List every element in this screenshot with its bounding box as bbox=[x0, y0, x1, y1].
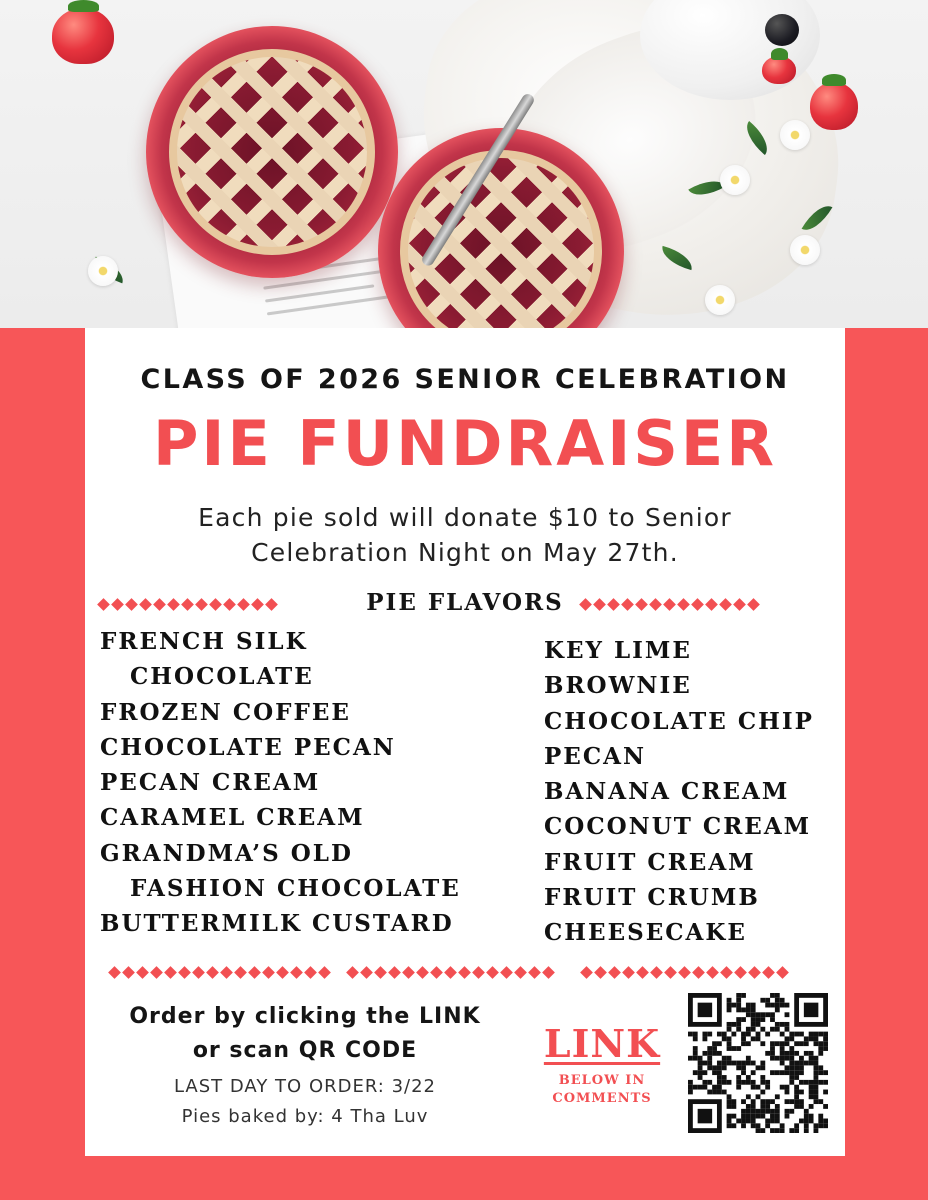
link-note bbox=[540, 1072, 664, 1108]
baker-credit: Pies baked by: 4 Tha Luv bbox=[181, 1106, 429, 1127]
flavor-item: CHOCOLATE PECAN bbox=[100, 733, 396, 761]
intro-line: Celebration Night on May 27th. bbox=[251, 538, 679, 567]
white-flower bbox=[720, 165, 750, 195]
flavors-list-left bbox=[100, 624, 461, 942]
link-note-line: BELOW IN bbox=[558, 1073, 646, 1088]
flavor-item: CHEESECAKE bbox=[544, 919, 747, 947]
flavor-item: KEY LIME bbox=[544, 637, 692, 664]
diamond-divider-icon bbox=[110, 965, 329, 979]
blackberry bbox=[765, 14, 799, 46]
qr-code-icon[interactable] bbox=[688, 993, 828, 1133]
flavor-item: CHOCOLATE CHIP bbox=[544, 707, 814, 735]
flavor-item: CARAMEL CREAM bbox=[100, 804, 365, 832]
page-title: PIE FUNDRAISER bbox=[152, 407, 778, 480]
diamond-divider-icon bbox=[581, 597, 758, 611]
flavor-item: PECAN bbox=[544, 742, 646, 770]
flavor-item: COCONUT CREAM bbox=[544, 813, 812, 841]
diamond-divider-icon bbox=[582, 965, 787, 979]
flavor-item: CHOCOLATE bbox=[130, 663, 314, 691]
flyer-card bbox=[85, 328, 845, 1156]
flavor-item: FASHION CHOCOLATE bbox=[130, 875, 461, 903]
event-subtitle: CLASS OF 2026 SENIOR CELEBRATION bbox=[140, 364, 790, 395]
order-line: Order by clicking the LINK bbox=[129, 1004, 481, 1029]
flavors-list-right bbox=[544, 633, 814, 951]
order-instructions bbox=[85, 1000, 525, 1068]
link-note-line: COMMENTS bbox=[552, 1091, 652, 1106]
flavor-item: FRUIT CREAM bbox=[544, 848, 756, 876]
intro-text bbox=[125, 500, 805, 570]
white-flower bbox=[88, 256, 118, 286]
flavor-item: PECAN CREAM bbox=[100, 769, 321, 797]
flavor-item: BANANA CREAM bbox=[544, 778, 790, 806]
order-deadline: LAST DAY TO ORDER: 3/22 bbox=[173, 1076, 437, 1097]
flavor-item: FRUIT CRUMB bbox=[544, 884, 760, 912]
link-label[interactable]: LINK bbox=[543, 1021, 661, 1066]
flavor-item: GRANDMA’S OLD bbox=[100, 839, 353, 867]
white-flower bbox=[790, 235, 820, 265]
hero-photo bbox=[0, 0, 928, 328]
order-line: or scan QR CODE bbox=[192, 1038, 418, 1063]
strawberry bbox=[810, 82, 858, 130]
strawberry bbox=[52, 8, 114, 64]
white-flower bbox=[780, 120, 810, 150]
flavor-item: FROZEN COFFEE bbox=[100, 698, 351, 726]
flavors-title: PIE FLAVORS bbox=[366, 589, 564, 616]
white-flower bbox=[705, 285, 735, 315]
diamond-divider-icon bbox=[348, 965, 553, 979]
strawberry bbox=[762, 56, 796, 84]
lattice-pie-left bbox=[146, 26, 398, 278]
flavor-item: FRENCH SILK bbox=[100, 628, 308, 655]
intro-line: Each pie sold will donate $10 to Senior bbox=[198, 503, 732, 532]
flavor-item: BUTTERMILK CUSTARD bbox=[100, 910, 454, 938]
flavor-item: BROWNIE bbox=[544, 672, 692, 700]
